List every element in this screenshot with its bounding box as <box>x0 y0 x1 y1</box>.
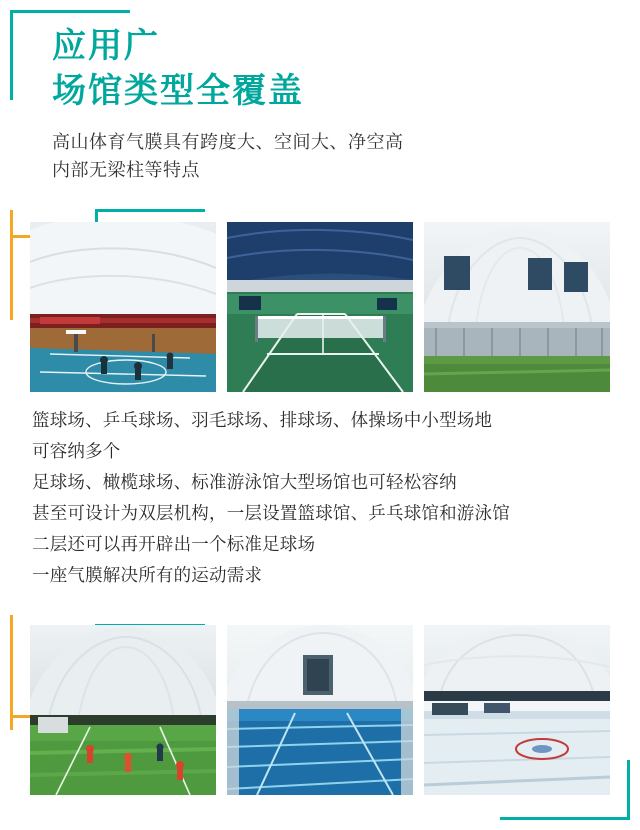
page-title-line2: 场馆类型全覆盖 <box>52 72 304 110</box>
stadium-dome-exterior-photo <box>424 222 610 392</box>
subtitle-block <box>52 128 592 184</box>
ice-rink-dome-photo <box>424 625 610 795</box>
body-line-6: 一座气膜解决所有的运动需求 <box>32 565 263 585</box>
heading-block <box>52 24 592 184</box>
page-title-line1: 应用广 <box>52 27 160 65</box>
body-paragraph <box>32 405 612 591</box>
subtitle-line-1: 高山体育气膜具有跨度大、空间大、净空高 <box>52 132 404 152</box>
body-line-3: 足球场、橄榄球场、标准游泳馆大型场馆也可轻松容纳 <box>32 472 457 492</box>
body-line-2: 可容纳多个 <box>32 441 121 461</box>
body-line-1: 篮球场、乒乓球场、羽毛球场、排球场、体操场中小型场地 <box>32 410 493 430</box>
football-field-dome-photo <box>30 625 216 795</box>
body-line-5: 二层还可以再开辟出一个标准足球场 <box>32 534 316 554</box>
photo-row-bottom <box>30 625 610 795</box>
photo-row-top <box>30 222 610 392</box>
tennis-court-dome-photo <box>227 222 413 392</box>
basketball-court-dome-photo <box>30 222 216 392</box>
swimming-pool-dome-photo <box>227 625 413 795</box>
body-line-4: 甚至可设计为双层机构，一层设置篮球馆、乒乓球馆和游泳馆 <box>32 503 510 523</box>
subtitle-line-2: 内部无梁柱等特点 <box>52 160 200 180</box>
